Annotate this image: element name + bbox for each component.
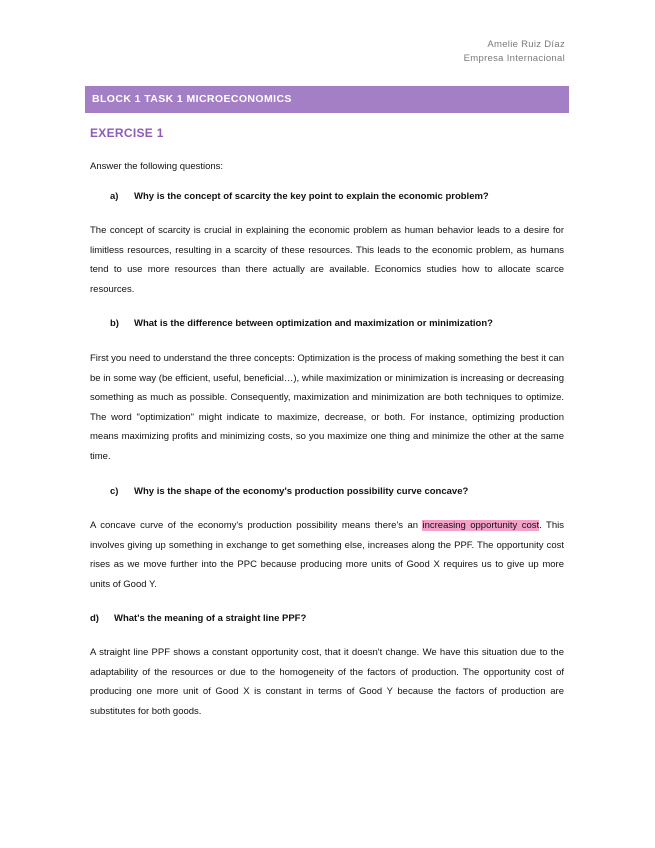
question-marker: a) [110,191,119,202]
author-name: Amelie Ruiz Díaz [487,39,565,50]
exercise-title: EXERCISE 1 [90,126,164,140]
question-text: Why is the concept of scarcity the key point to explain the economic problem? [134,191,489,202]
question-text: What's the meaning of a straight line PPF? [114,613,307,624]
question-c [110,486,468,497]
answer-a: The concept of scarcity is crucial in explaining the economic problem as human behavior leads to a desire for limitless resources, resulting in a scarcity of these resources. This leads to the economic problem, as humans tend to use more resources than there actually are available. Economics studies how to allocate scarce resources. [90,225,564,295]
page-header [464,38,565,66]
answer-text: . This involves giving up something in exchange to get something else, increases along the PPF. The opportunity cost rises as we move further into the PPC because producing more units of Good X requires us to give up more units of Good Y. [90,520,564,590]
answer-text: A concave curve of the economy's production possibility means there's an [90,520,423,531]
subject-name: Empresa Internacional [463,53,565,64]
question-b [110,318,493,329]
question-marker: d) [90,613,99,624]
answer-d: A straight line PPF shows a constant opportunity cost, that it doesn't change. We have this situation due to the adaptability of the resources or due to the homogeneity of the factors of production. The opportunity cost of producing one more unit of Good X is constant in terms of Good Y because the factors of production are substitutes for both goods. [90,647,564,717]
exercise-intro: Answer the following questions: [90,161,224,172]
answer-c [90,516,564,594]
block-title-banner: BLOCK 1 TASK 1 MICROECONOMICS [85,86,569,113]
question-marker: b) [110,318,119,329]
question-marker: c) [110,486,119,497]
answer-b: First you need to understand the three concepts: Optimization is the process of making something the best it can be in some way (be efficient, useful, beneficial…), while maximization or minimization is increasing or decreasing something as much as possible. Consequently, maximization and minimization are both techniques to optimize. The word "optimization" might indicate to maximize, decrease, or both. For instance, optimizing production means maximizing profits and minimizing costs, so you maximize one thing and minimize the other at the same time. [90,353,564,462]
highlighted-text: increasing opportunity cost [422,520,540,531]
question-d [90,613,306,624]
question-text: Why is the shape of the economy's production possibility curve concave? [134,486,469,497]
question-text: What is the difference between optimization and maximization or minimization? [134,318,493,329]
question-a [110,191,489,202]
